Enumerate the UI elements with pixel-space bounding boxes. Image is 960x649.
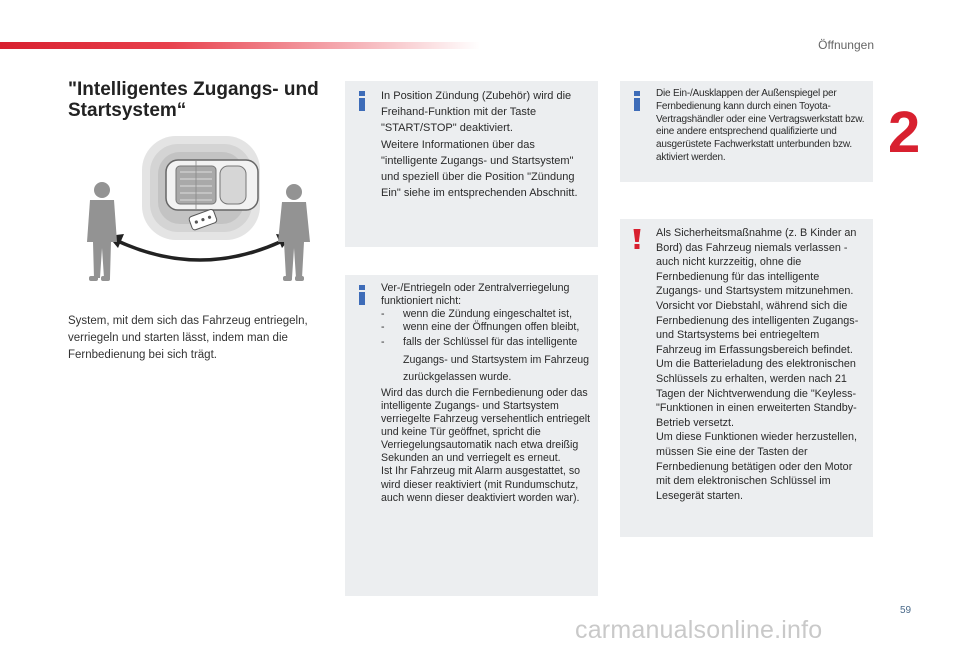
list-item: - falls der Schlüssel für das intelligente Zugangs- und Startsystem im Fahrzeug zurückgelassen wurde.	[381, 336, 590, 384]
info-icon	[356, 285, 368, 305]
header-accent-bar	[0, 42, 480, 49]
page-number: 59	[900, 605, 912, 616]
info-box-3-text: Die Ein-/Ausklappen der Außenspiegel per Fernbedienung kann durch einen Toyota-Vertragshändler oder eine Vertragswerkstatt bzw. eine andere entsprechend qualifizierte und ausgerüstete Fachwerkstatt unterbunden bzw. aktiviert werden.	[656, 88, 865, 163]
warning-text-3: Um die Batterieladung des elektronischen Schlüssels zu erhalten, werden nach 21 Tagen der Nichtverwendung die "Keyless-"Funktionen in einen erweiterten Standby-Betrieb versetzt.	[656, 358, 857, 429]
range-arrow	[120, 242, 280, 260]
warning-text-2: Vorsicht vor Diebstahl, während sich die Fernbedienung des intelligenten Zugangs- und Startsystems bei entriegeltem Fahrzeug im Erfassungsbereich befindet.	[656, 299, 859, 356]
info-box-1-text-2: Weitere Informationen über das "intelligente Zugangs- und Startsystem" und speziell über die Position "Zündung Ein" siehe im entsprechenden Abschnitt.	[381, 138, 578, 200]
info-icon	[356, 91, 368, 111]
warning-text: Als Sicherheitsmaßnahme (z. B Kinder an Bord) das Fahrzeug niemals verlassen - auch nicht kurzzeitig, ohne die Fernbedienung für das intelligente Zugangs- und Startsystem mitzunehmen.	[656, 227, 857, 298]
warning-icon	[631, 229, 643, 249]
chapter-number: 2	[888, 100, 921, 165]
info-box-locking	[345, 275, 598, 596]
info-box-2-intro: Ver-/Entriegeln oder Zentralverriegelung funktioniert nicht:	[381, 282, 570, 308]
page-title: "Intelligentes Zugangs- und Startsystem“	[68, 79, 319, 121]
person-left	[87, 182, 117, 281]
person-right	[278, 184, 310, 281]
list-item: - wenn die Zündung eingeschaltet ist,	[381, 308, 573, 321]
section-title: Öffnungen	[818, 38, 874, 52]
watermark: carmanualsonline.info	[575, 616, 823, 644]
list-item: - wenn eine der Öffnungen offen bleibt,	[381, 321, 580, 334]
info-box-2-para-2: Ist Ihr Fahrzeug mit Alarm ausgestattet, so wird dieser reaktiviert (mit Rundumschutz, auch wenn dieser deaktiviert worden war).	[381, 465, 581, 504]
info-box-mirrors	[620, 81, 873, 182]
info-icon	[631, 91, 643, 111]
warning-text-4: Um diese Funktionen wieder herzustellen, müssen Sie eine der Tasten der Fernbedienung betätigen oder den Motor mit dem elektronischen Schlüssel im Lesegerät starten.	[656, 431, 858, 502]
info-box-2-para-1: Wird das durch die Fernbedienung oder das intelligente Zugangs- und Startsystem verriegelte Fahrzeug versehentlich entriegelt und keine Tür geöffnet, spricht die Verriegelungsautomatik nach etwa dreißig Sekunden an und verriegelt es erneut.	[381, 386, 591, 465]
info-box-ignition	[345, 81, 598, 247]
keyless-system-illustration	[80, 130, 325, 300]
warning-box-safety	[620, 219, 873, 537]
info-box-1-text: In Position Zündung (Zubehör) wird die Freihand-Funktion mit der Taste "START/STOP" deaktiviert.	[381, 90, 572, 135]
system-description: System, mit dem sich das Fahrzeug entriegeln, verriegeln und starten lässt, indem man die Fernbedienung bei sich trägt.	[68, 315, 308, 361]
car-top-view	[166, 160, 258, 210]
